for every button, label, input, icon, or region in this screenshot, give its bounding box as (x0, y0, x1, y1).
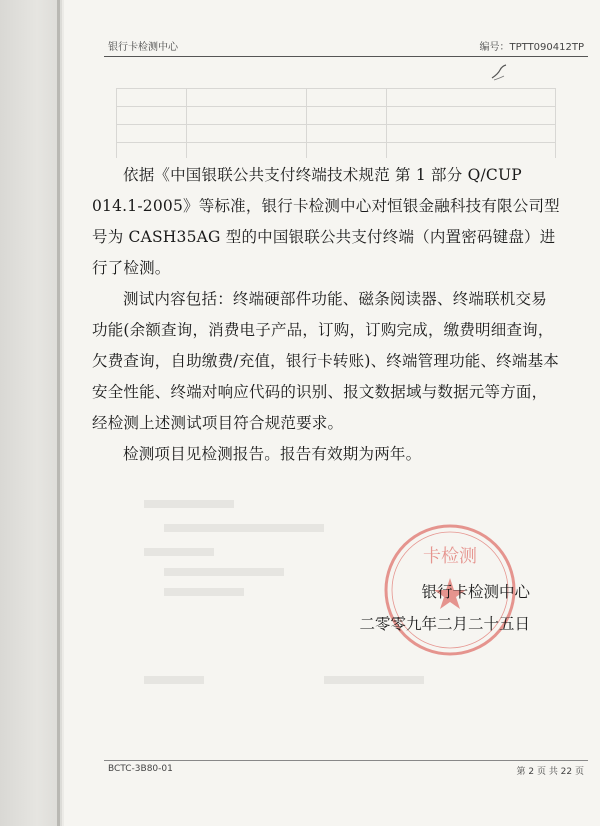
body-paragraph-test-content: 测试内容包括：终端硬部件功能、磁条阅读器、终端联机交易功能(余额查询，消费电子产品，订购，订购完成，缴费明细查询，欠费查询，自助缴费/充值，银行卡转账)、终端管理功能、终端基本安全性能、终端对响应代码的识别、报文数据域与数据元等方面，经检测上述测试项目符合规范要求。 (92, 290, 559, 432)
signature-issuer: 银行卡检测中心 (421, 583, 530, 601)
show-through-mark (164, 524, 324, 532)
footer-form-code: BCTC-3B80-01 (108, 764, 173, 774)
footer-rule (104, 760, 588, 761)
header-doc-number: 编号：TPTT090412TP (479, 42, 584, 53)
seal-text: 卡检测 (423, 546, 477, 567)
body-paragraph-validity: 检测项目见检测报告。报告有效期为两年。 (123, 445, 422, 463)
show-through-mark (164, 588, 244, 596)
pen-mark-icon (488, 62, 512, 82)
binding-line (57, 0, 60, 826)
certificate-body (92, 160, 560, 470)
page-footer (104, 764, 588, 782)
show-through-mark (324, 676, 424, 684)
signature-block (359, 576, 530, 640)
signature-date: 二零零九年二月二十五日 (359, 615, 530, 633)
show-through-mark (144, 500, 234, 508)
header-org: 银行卡检测中心 (108, 42, 178, 53)
body-paragraph-standards: 依据《中国银联公共支付终端技术规范 第 1 部分 Q/CUP 014.1-2005》等标准，银行卡检测中心对恒银金融科技有限公司型号为 CASH35AG 型的中国银联公共支付终端（内置密码键盘）进行了检测。 (92, 166, 560, 277)
page-header (104, 38, 588, 56)
show-through-table (116, 88, 556, 158)
binding-margin (0, 0, 62, 826)
document-page (64, 0, 600, 826)
footer-page-info: 第 2 页 共 22 页 (516, 767, 584, 777)
show-through-mark (164, 568, 284, 576)
header-rule (104, 56, 588, 57)
show-through-mark (144, 548, 214, 556)
show-through-mark (144, 676, 204, 684)
